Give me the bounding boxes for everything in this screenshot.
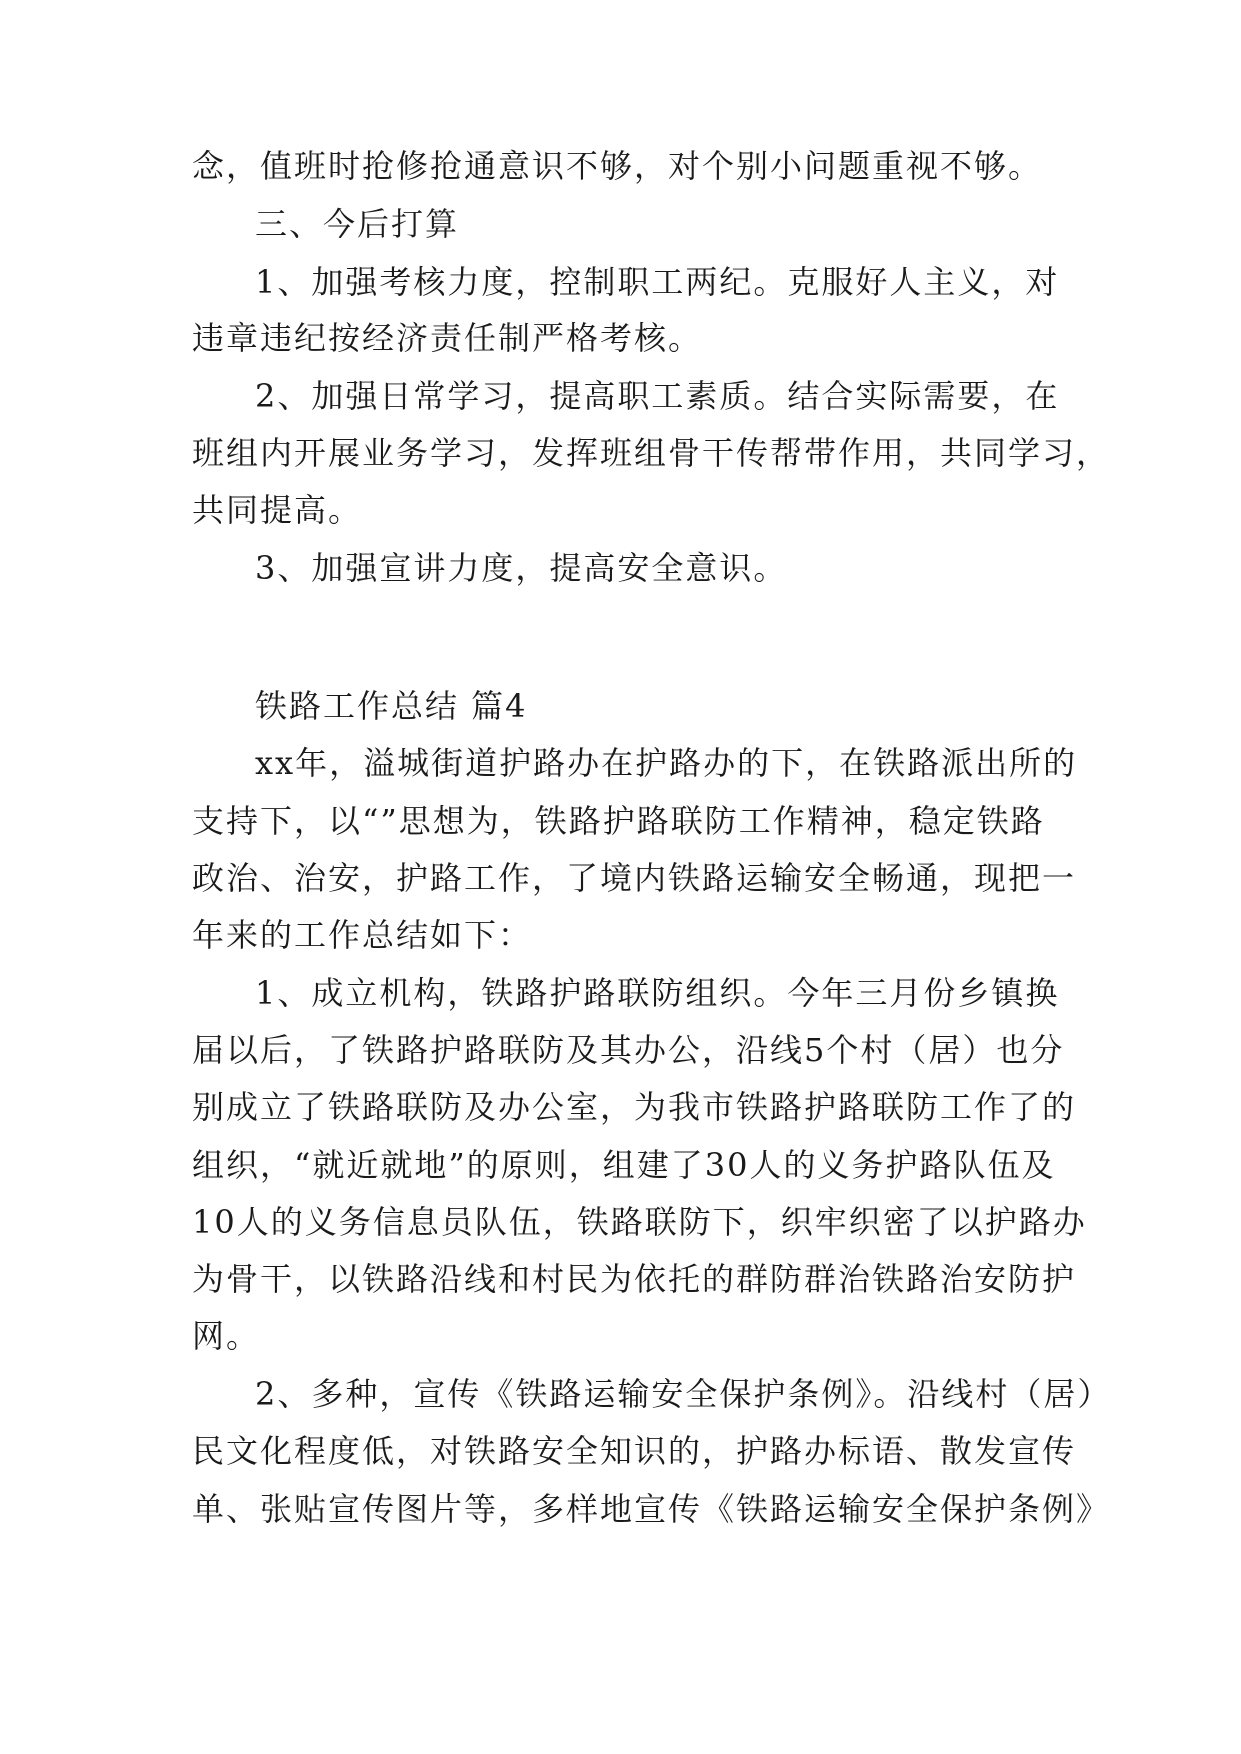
- text-line: 2、多种，宣传《铁路运输安全保护条例》。沿线村（居）: [255, 1375, 1112, 1413]
- article-title: 铁路工作总结 篇4: [255, 687, 528, 725]
- text-line: 违章违纪按经济责任制严格考核。: [192, 319, 703, 357]
- text-line: 为骨干，以铁路沿线和村民为依托的群防群治铁路治安防护: [192, 1260, 1077, 1298]
- text-line: 3、加强宣讲力度，提高安全意识。: [255, 549, 788, 587]
- text-line: 别成立了铁路联防及办公室，为我市铁路护路联防工作了的: [192, 1088, 1077, 1126]
- text-line: 民文化程度低，对铁路安全知识的，护路办标语、散发宣传: [192, 1432, 1077, 1470]
- text-line: 2、加强日常学习，提高职工素质。结合实际需要，在: [255, 377, 1060, 415]
- text-line: 单、张贴宣传图片等，多样地宣传《铁路运输安全保护条例》: [192, 1490, 1111, 1528]
- text-line: 届以后，了铁路护路联防及其办公，沿线5个村（居）也分: [192, 1031, 1065, 1069]
- text-line: 组织，“就近就地”的原则，组建了30人的义务护路队伍及: [192, 1146, 1056, 1184]
- section-heading: 三、今后打算: [255, 205, 460, 243]
- text-line: 念，值班时抢修抢通意识不够，对个别小问题重视不够。: [192, 147, 1043, 185]
- text-line: 班组内开展业务学习，发挥班组骨干传帮带作用，共同学习，: [192, 434, 1111, 472]
- text-line: 政治、治安，护路工作，了境内铁路运输安全畅通，现把一: [192, 859, 1077, 897]
- text-line: 网。: [192, 1317, 261, 1355]
- text-line: xx年，溢城街道护路办在护路办的下，在铁路派出所的: [255, 744, 1078, 782]
- text-line: 年来的工作总结如下：: [192, 916, 533, 954]
- text-line: 10人的义务信息员队伍，铁路联防下，织牢织密了以护路办: [192, 1203, 1087, 1241]
- text-line: 1、成立机构，铁路护路联防组织。今年三月份乡镇换: [255, 974, 1060, 1012]
- text-line: 共同提高。: [192, 491, 363, 529]
- text-line: 1、加强考核力度，控制职工两纪。克服好人主义，对: [255, 263, 1060, 301]
- text-line: 支持下，以“”思想为，铁路护路联防工作精神，稳定铁路: [192, 802, 1045, 840]
